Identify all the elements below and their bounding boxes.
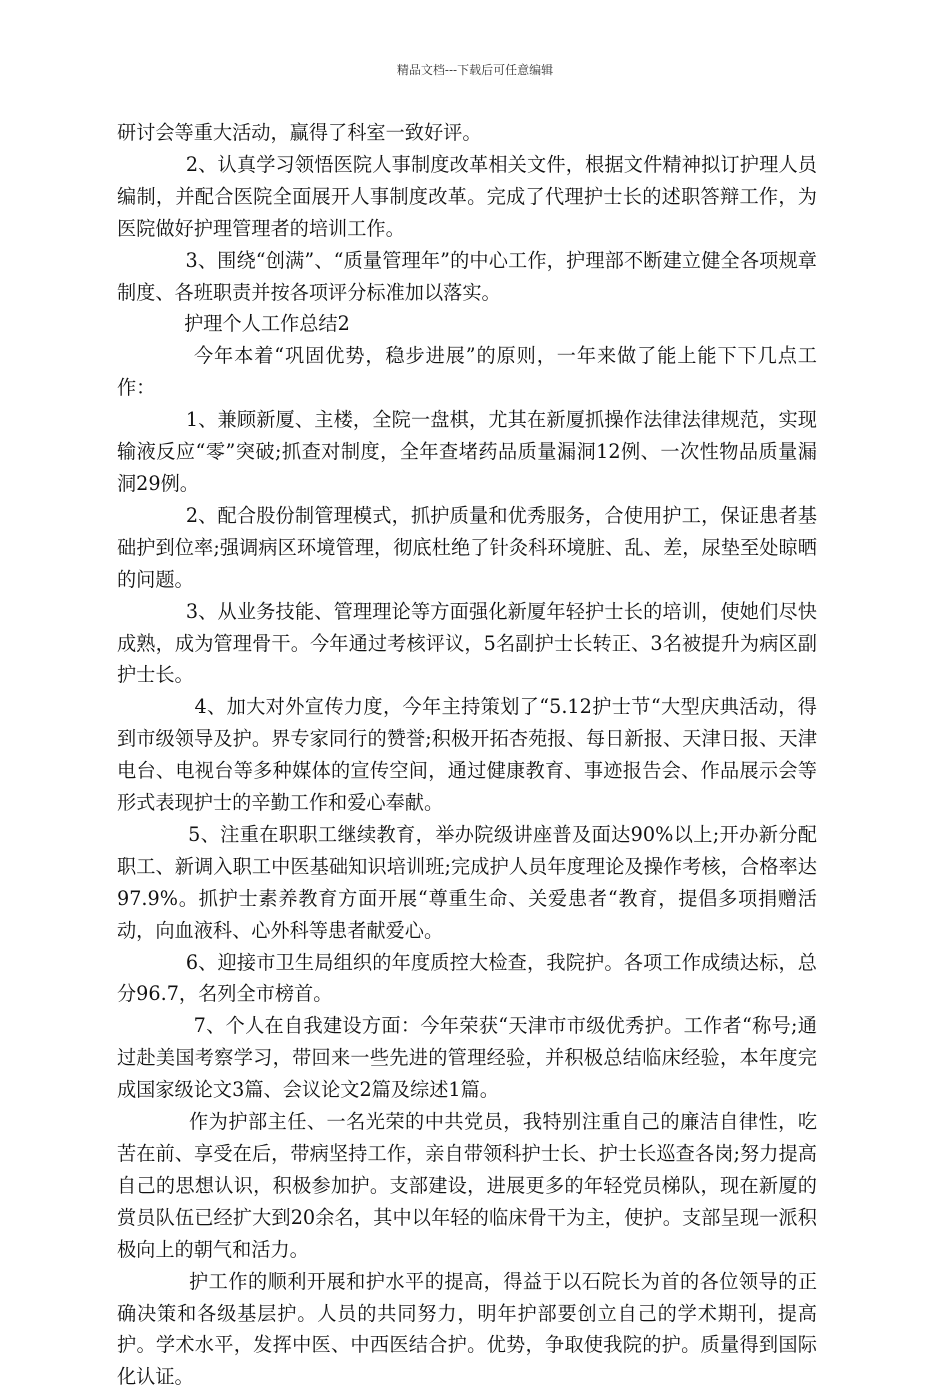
paragraph: 6、迎接市卫生局组织的年度质控大检查，我院护。各项工作成绩达标，总分96.7，名列全市榜首。 [117, 950, 817, 1006]
document-body [117, 117, 817, 1393]
paragraph: 3、从业务技能、管理理论等方面强化新厦年轻护士长的培训，使她们尽快成熟，成为管理骨干。今年通过考核评议，5名副护士长转正、3名被提升为病区副护士长。 [117, 599, 817, 687]
paragraph: 作为护部主任、一名光荣的中共党员，我特别注重自己的廉洁自律性，吃苦在前、享受在后，带病坚持工作，亲自带领科护士长、护士长巡查各岗;努力提高自己的思想认识，积极参加护。支部建设，进展更多的年轻党员梯队，现在新厦的赏员队伍已经扩大到20余名，其中以年轻的临床骨干为主，使护。支部呈现一派积极向上的朝气和活力。 [117, 1110, 818, 1261]
paragraph: 4、加大对外宣传力度，今年主持策划了“5.12护士节“大型庆典活动，得到市级领导及护。界专家同行的赞誉;积极开拓杏苑报、每日新报、天津日报、天津电台、电视台等多种媒体的宣传空间，通过健康教育、事迹报告会、作品展示会等形式表现护士的辛勤工作和爱心奉献。 [117, 695, 817, 815]
section-heading: 护理个人工作总结2 [117, 312, 350, 336]
paragraph: 1、兼顾新厦、主楼，全院一盘棋，尤其在新厦抓操作法律法律规范，实现输液反应“零”突破;抓查对制度，全年查堵药品质量漏洞12例、一次性物品质量漏洞29例。 [117, 408, 817, 495]
page-header: 精品文档---下载后可任意编辑 [396, 63, 554, 77]
paragraph: 2、认真学习领悟医院人事制度改革相关文件，根据文件精神拟订护理人员编制，并配合医院全面展开人事制度改革。完成了代理护士长的述职答辩工作，为医院做好护理管理者的培训工作。 [117, 152, 817, 240]
paragraph: 护工作的顺利开展和护水平的提高，得益于以石院长为首的各位领导的正确决策和各级基层护。人员的共同努力，明年护部要创立自己的学术期刊，提高护。学术水平，发挥中医、中西医结合护。优势，争取使我院的护。质量得到国际化认证。 [117, 1269, 818, 1389]
paragraph: 2、配合股份制管理模式，抓护质量和优秀服务，合使用护工，保证患者基础护到位率;强调病区环境管理，彻底杜绝了针灸科环境脏、乱、差，尿垫至处晾晒的问题。 [117, 503, 817, 591]
paragraph: 5、注重在职职工继续教育，举办院级讲座普及面达90%以上;开办新分配职工、新调入职工中医基础知识培训班;完成护人员年度理论及操作考核，合格率达97.9%。抓护士素养教育方面开展“尊重生命、关爱患者“教育，提倡多项捐赠活动，向血液科、心外科等患者献爱心。 [117, 822, 817, 942]
paragraph: 3、围绕“创满”、“质量管理年”的中心工作，护理部不断建立健全各项规章制度、各班职责并按各项评分标准加以落实。 [117, 248, 817, 304]
paragraph: 研讨会等重大活动，赢得了科室一致好评。 [117, 121, 482, 144]
paragraph: 7、个人在自我建设方面：今年荣获“天津市市级优秀护。工作者“称号;通过赴美国考察学习，带回来一些先进的管理经验，并积极总结临床经验，本年度完成国家级论文3篇、会议论文2篇及综述1篇。 [117, 1014, 817, 1102]
paragraph: 今年本着“巩固优势，稳步进展”的原则，一年来做了能上能下下几点工作： [117, 344, 817, 400]
